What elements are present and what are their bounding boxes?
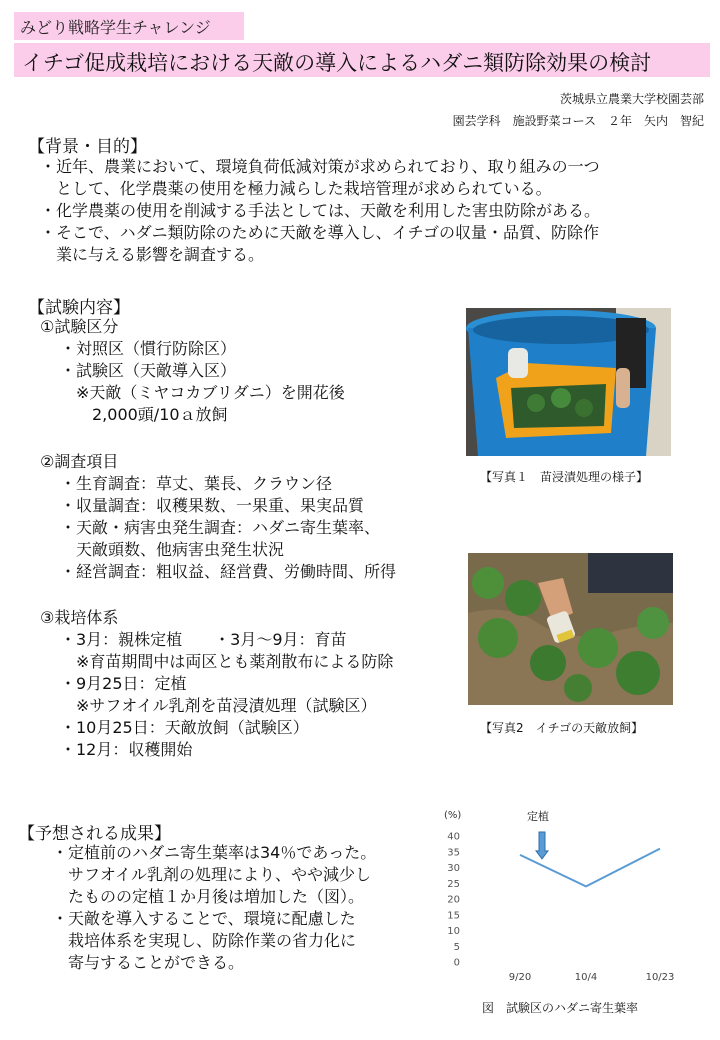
- results-line: 栽培体系を実現し、防除作業の省力化に: [52, 931, 357, 950]
- section-line: ・収量調査：収穫果数、一果重、果実品質: [60, 496, 365, 515]
- chart-x-tick-label: 10/4: [574, 972, 598, 983]
- results-line: ・定植前のハダニ寄生葉率は34％であった。: [52, 843, 377, 862]
- background-line: ・近年、農業において、環境負荷低減対策が求められており、取り組みの一つ: [40, 157, 600, 176]
- chart-y-tick-label: 35: [447, 847, 460, 859]
- chart-y-tick-label: 20: [447, 894, 460, 906]
- section-line: 天敵頭数、他病害虫発生状況: [60, 540, 285, 559]
- photo-seedling-dip-drawing: [466, 308, 671, 456]
- background-line: 業に与える影響を調査する。: [40, 245, 265, 264]
- chart-y-tick-label: 15: [447, 910, 460, 922]
- chart-y-tick-label: 0: [453, 957, 460, 969]
- section-line: ・10月25日：天敵放飼（試験区）: [60, 718, 309, 737]
- section-line: ・天敵・病害虫発生調査：ハダニ寄生葉率、: [60, 518, 381, 537]
- chart-annotation-arrow: [536, 832, 548, 859]
- header-tag-banner: [14, 12, 244, 40]
- section-line: 2,000頭/10ａ放飼: [60, 405, 228, 424]
- results-body: [52, 842, 376, 974]
- background-heading: 【背景・目的】: [28, 137, 147, 157]
- chart-x-tick-label: 9/20: [508, 972, 532, 983]
- header-tag: みどり戦略学生チャレンジ: [20, 18, 211, 37]
- section-title: ②調査項目: [40, 452, 119, 471]
- chart-y-tick-label: 25: [447, 878, 460, 890]
- author-name: 園芸学科 施設野菜コース ２年 矢内 智紀: [452, 114, 704, 128]
- school-name: 茨城県立農業大学校園芸部: [559, 92, 704, 106]
- chart-y-tick-label: 5: [453, 941, 460, 953]
- photo-1-caption: 【写真１ 苗浸漬処理の様子】: [480, 470, 649, 484]
- section-line: ※サフオイル乳剤を苗浸漬処理（試験区）: [60, 696, 377, 715]
- results-line: ・天敵を導入することで、環境に配慮した: [52, 909, 356, 928]
- mite-rate-chart: [430, 800, 700, 1025]
- section-line: ※天敵（ミヤコカブリダニ）を開花後: [60, 383, 345, 402]
- test-section-2: [40, 451, 396, 583]
- section-title: ③栽培体系: [40, 608, 119, 627]
- results-line: たものの定植１か月後は増加した（図）。: [52, 887, 365, 906]
- page-title: イチゴ促成栽培における天敵の導入によるハダニ類防除効果の検討: [22, 51, 652, 75]
- chart-caption: 図 試験区のハダニ寄生葉率: [482, 1001, 639, 1015]
- section-line: ・経営調査：粗収益、経営費、労働時間、所得: [60, 562, 397, 581]
- background-line: として、化学農薬の使用を極力減らした栽培管理が求められている。: [40, 179, 552, 198]
- test-section-3: [40, 607, 393, 761]
- chart-annotation-teishoku: 定植: [527, 810, 549, 823]
- results-heading: 【予想される成果】: [18, 824, 171, 844]
- chart-x-tick-label: 10/23: [645, 972, 675, 983]
- chart-y-tick-label: 40: [447, 831, 460, 843]
- photo-natural-enemy-release-drawing: [468, 553, 673, 705]
- results-line: 寄与することができる。: [52, 953, 245, 972]
- section-line: ・生育調査：草丈、葉長、クラウン径: [60, 474, 333, 493]
- test-heading: 【試験内容】: [28, 298, 130, 318]
- photo-2-caption: 【写真2 イチゴの天敵放飼】: [480, 721, 644, 735]
- chart-y-tick-label: 30: [447, 863, 460, 874]
- section-title: ①試験区分: [40, 317, 119, 336]
- section-line: ・9月25日：定植: [60, 674, 187, 693]
- title-banner: [14, 43, 710, 77]
- photo-seedling-dip: [466, 308, 671, 456]
- section-line: ・試験区（天敵導入区）: [60, 361, 237, 380]
- section-line: ※育苗期間中は両区とも薬剤散布による防除: [60, 652, 394, 671]
- background-line: ・化学農薬の使用を削減する手法としては、天敵を利用した害虫防除がある。: [40, 201, 601, 220]
- chart-y-axis-label: (%): [444, 810, 462, 821]
- section-line: ・3月：親株定植 ・3月～9月：育苗: [60, 630, 347, 649]
- photo-natural-enemy-release: [468, 553, 673, 705]
- test-section-1: [40, 316, 345, 426]
- section-line: ・対照区（慣行防除区）: [60, 339, 237, 358]
- background-line: ・そこで、ハダニ類防除のために天敵を導入し、イチゴの収量・品質、防除作: [40, 223, 600, 242]
- section-line: ・12月：収穫開始: [60, 740, 193, 759]
- chart-y-tick-label: 10: [447, 926, 460, 937]
- background-body: [40, 156, 600, 266]
- results-line: サフオイル乳剤の処理により、やや減少し: [52, 865, 372, 884]
